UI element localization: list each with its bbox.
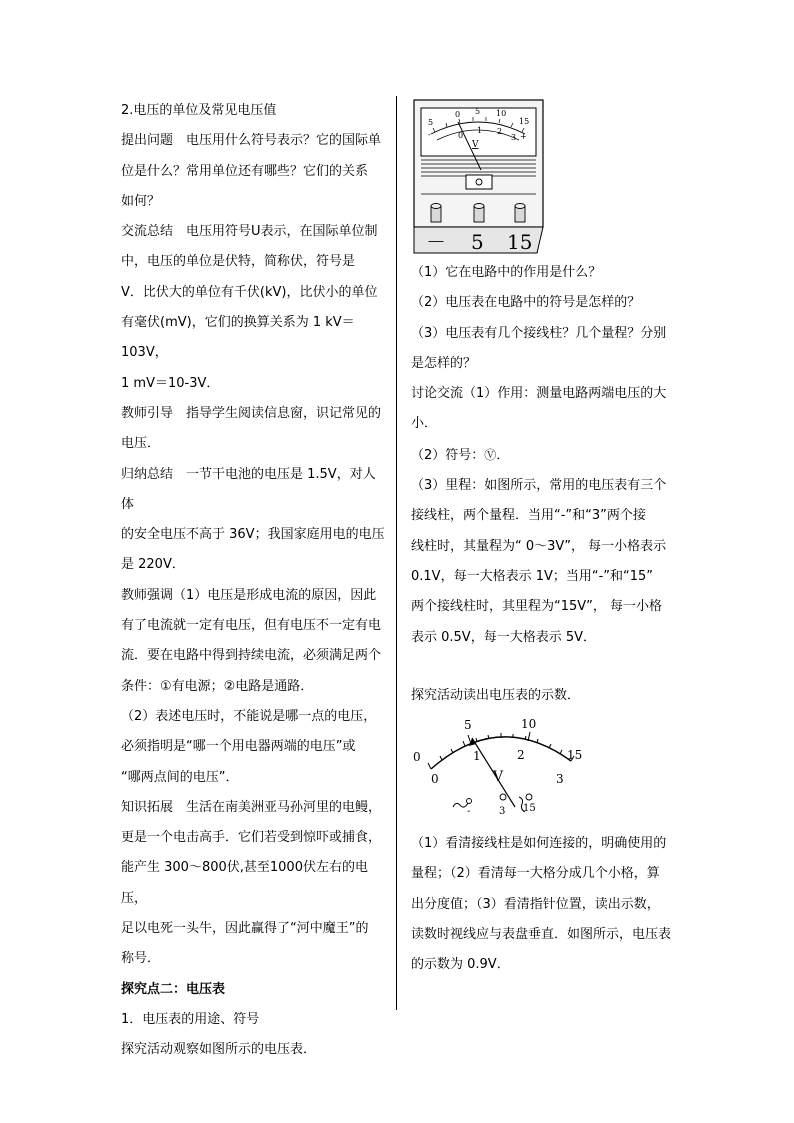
paragraph-line: 两个接线柱时，其里程为“15V”， 每一小格 <box>411 599 663 615</box>
paragraph-line: 必须指明是“哪一个用电器两端的电压”或 <box>121 739 356 755</box>
scale-label: 1 <box>477 126 483 135</box>
symbol-prefix: （2）符号： <box>411 447 485 463</box>
outer-scale-label: 15 <box>567 748 583 763</box>
scale-label: 0 <box>455 110 461 119</box>
inner-scale-label: 2 <box>517 748 525 763</box>
paragraph-line: （1）看清接线柱是如何连接的，明确使用的 <box>411 836 667 852</box>
paragraph-line: 讨论交流（1）作用：测量电路两端电压的大 <box>411 386 667 402</box>
right-column <box>411 96 677 981</box>
paragraph-line: 线柱时，其量程为“ 0～3V”， 每一小格表示 <box>411 538 667 554</box>
section-heading-voltmeter: 探究点二：电压表 <box>121 981 226 997</box>
paragraph-line: 有了电流就一定有电压，但有电压不一定有电 <box>121 618 382 634</box>
section-heading: 2.电压的单位及常见电压值 <box>121 103 277 118</box>
unit-label: V <box>472 140 479 150</box>
paragraph-line: 小． <box>411 416 438 432</box>
paragraph-line: 出分度值；（3）看清指针位置，读出示数， <box>411 896 660 912</box>
activity-line: 探究活动读出电压表的示数． <box>411 687 581 703</box>
subheading: 1．电压表的用途、符号 <box>121 1011 260 1027</box>
paragraph-line: （2）表述电压时，不能说是哪一点的电压， <box>121 708 377 724</box>
terminal-label: 15 <box>523 803 536 815</box>
question-line: （1）它在电路中的作用是什么？ <box>411 265 602 280</box>
paragraph-line: 更是一个电击高手．它们若受到惊吓或捕食， <box>121 830 382 846</box>
inner-scale-label: 3 <box>556 772 564 787</box>
column-divider <box>396 96 397 1010</box>
plus-sign: + <box>520 132 527 141</box>
paragraph-line: 如何？ <box>121 193 161 209</box>
paragraph-line: 0.1V，每一大格表示 1V；当用“-”和“15” <box>411 568 654 584</box>
spacer <box>411 653 677 681</box>
voltmeter-symbol-icon: Ⓥ <box>484 447 497 462</box>
paragraph-line: 1 mV＝10-3V． <box>121 375 220 391</box>
paragraph-line: 流．要在电路中得到持续电流，必须满足两个 <box>121 648 382 664</box>
paragraph-line: 足以电死一头牛，因此赢得了“河中魔王”的 <box>121 921 369 937</box>
question-line: （2）电压表在电路中的符号是怎样的？ <box>411 295 641 311</box>
outer-scale-label: 10 <box>521 717 537 732</box>
paragraph-line: 教师强调（1）电压是形成电流的原因，因此 <box>121 587 377 603</box>
question-line: （3）电压表有几个接线柱？几个量程？分别 <box>411 325 667 341</box>
left-column <box>121 96 386 1066</box>
paragraph-line: 条件：①有电源；②电路是通路． <box>121 678 314 694</box>
inner-scale-label: 1 <box>473 749 481 764</box>
paragraph-line: 能产生 300～800伏,甚至1000伏左右的电压， <box>121 860 368 906</box>
paragraph-line: 有毫伏(mV)，它们的换算关系为 1 kV＝103V， <box>121 315 355 361</box>
paragraph-line: 归纳总结 一节干电池的电压是 1.5V，对人体 <box>121 466 376 512</box>
paragraph-line: 交流总结 电压用符号U表示，在国际单位制 <box>121 224 378 240</box>
paragraph-line: 量程；（2）看清每一大格分成几个小格，算 <box>411 866 660 882</box>
paragraph-line: （3）里程：如图所示，常用的电压表有三个 <box>411 478 667 494</box>
outer-scale-label: 0 <box>413 750 421 765</box>
outer-scale-label: 5 <box>464 718 472 733</box>
paragraph-line: 读数时视线应与表盘垂直．如图所示，电压表 <box>411 927 672 943</box>
terminal-label: 3 <box>499 806 506 818</box>
terminal-label: 15 <box>507 230 533 254</box>
paragraph-line: 中，电压的单位是伏特，简称伏，符号是 <box>121 254 356 270</box>
scale-label: 2 <box>497 127 503 136</box>
question-line: 是怎样的？ <box>411 355 477 371</box>
scale-label: 0 <box>458 131 464 140</box>
scale-label: 5 <box>428 118 434 127</box>
voltmeter-reading-figure <box>411 711 611 829</box>
paragraph-line: V．比伏大的单位有千伏(kV)，比伏小的单位 <box>121 284 378 300</box>
paragraph-line: 的安全电压不高于 36V；我国家庭用电的电压 <box>121 527 385 543</box>
voltmeter-figure <box>411 96 546 258</box>
paragraph-line: “哪两点间的电压”． <box>121 769 239 785</box>
paragraph-line: 表示 0.5V，每一大格表示 5V． <box>411 629 596 645</box>
symbol-line <box>411 440 677 471</box>
paragraph-line: 的示数为 0.9V． <box>411 957 510 973</box>
minus-sign: - <box>428 130 431 139</box>
paragraph-line: 教师引导 指导学生阅读信息窗，识记常见的 <box>121 405 382 421</box>
paragraph-line: 探究活动观察如图所示的电压表． <box>121 1042 317 1058</box>
scale-label: 10 <box>496 109 507 118</box>
paragraph-line: 是 220V． <box>121 557 185 573</box>
scale-label: 3 <box>511 133 517 142</box>
symbol-suffix: ． <box>496 447 510 463</box>
paragraph-line: 电压． <box>121 436 161 452</box>
paragraph-line: 称号． <box>121 951 161 967</box>
terminal-label: 5 <box>471 230 484 254</box>
paragraph-line: 提出问题 电压用什么符号表示？它的国际单 <box>121 133 382 149</box>
paragraph-line: 位是什么？常用单位还有哪些？它们的关系 <box>121 163 369 179</box>
terminal-label: - <box>467 806 471 818</box>
inner-scale-label: 0 <box>431 772 439 787</box>
terminal-label: － <box>426 230 446 254</box>
paragraph-line: 知识拓展 生活在南美洲亚马孙河里的电鳗， <box>121 799 382 815</box>
scale-label: 15 <box>519 117 530 126</box>
scale-label: 5 <box>475 107 481 116</box>
unit-label: V <box>493 769 504 786</box>
paragraph-line: 接线柱，两个量程．当用“-”和“3”两个接 <box>411 508 646 524</box>
